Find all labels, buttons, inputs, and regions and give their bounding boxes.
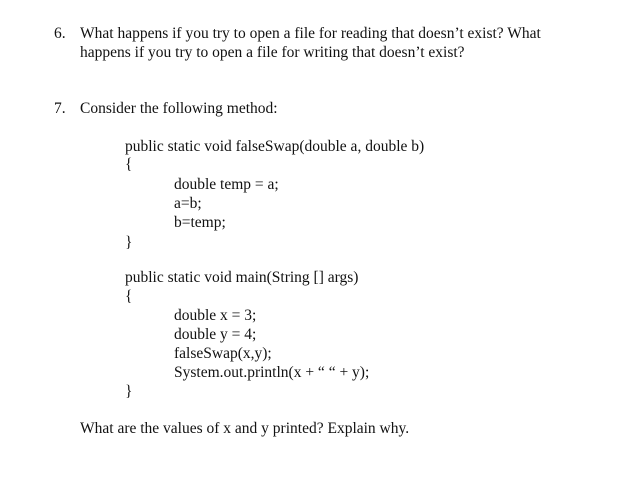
q7-number: 7.	[54, 100, 66, 117]
q7-intro: Consider the following method:	[80, 100, 278, 117]
code-line: a=b;	[174, 195, 202, 212]
open-brace: {	[125, 156, 133, 173]
q6-text-line-1: What happens if you try to open a file for reading that doesn’t exist? What	[80, 25, 541, 42]
code-line: b=temp;	[174, 214, 226, 231]
q6-number: 6.	[54, 25, 66, 42]
open-brace: {	[125, 288, 133, 305]
code-line: System.out.println(x + “ “ + y);	[174, 364, 370, 381]
close-brace: }	[125, 234, 133, 251]
code-line: double temp = a;	[174, 176, 279, 193]
method-signature-main: public static void main(String [] args)	[125, 269, 359, 286]
close-brace: }	[125, 383, 133, 400]
q6-text-line-2: happens if you try to open a file for writing that doesn’t exist?	[80, 44, 465, 61]
code-line: double x = 3;	[174, 307, 257, 324]
code-line: falseSwap(x,y);	[174, 345, 272, 362]
code-line: double y = 4;	[174, 326, 257, 343]
method-signature-falseswap: public static void falseSwap(double a, double b)	[125, 138, 425, 155]
q7-question: What are the values of x and y printed? Explain why.	[80, 420, 410, 437]
